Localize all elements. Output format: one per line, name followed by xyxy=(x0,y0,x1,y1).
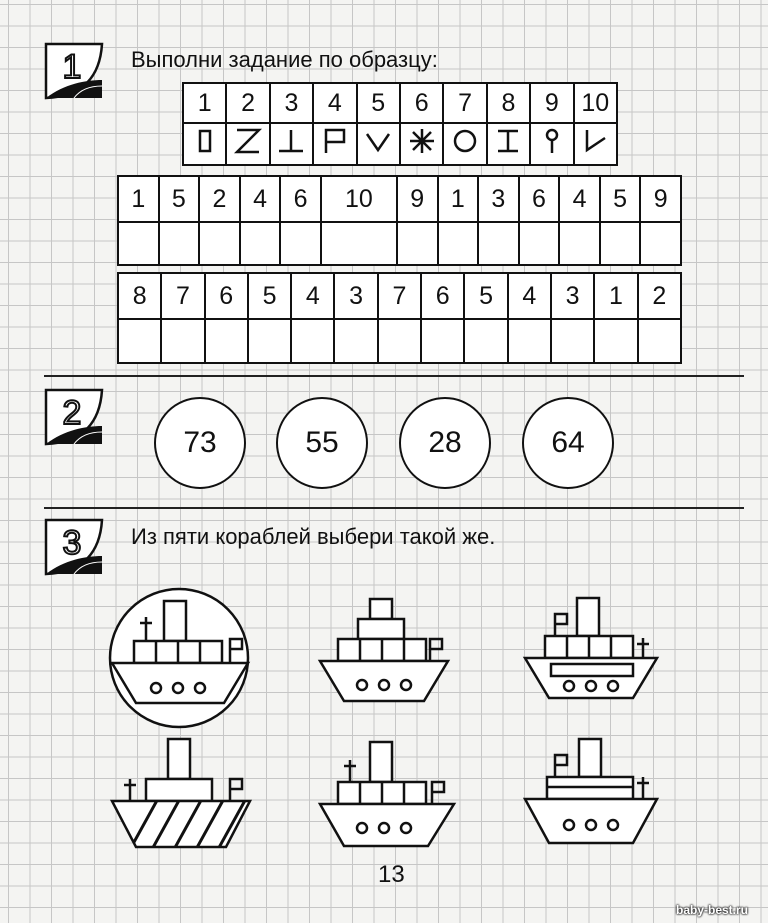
ship-option-icon[interactable] xyxy=(318,595,450,713)
number-cell: 7 xyxy=(378,273,421,319)
key-number: 1 xyxy=(183,83,226,123)
watermark: baby-best.ru xyxy=(676,903,749,917)
number-cell: 4 xyxy=(508,273,551,319)
key-number: 10 xyxy=(574,83,617,123)
key-number: 7 xyxy=(443,83,486,123)
ship-option-icon[interactable] xyxy=(318,738,458,856)
number-cell: 6 xyxy=(421,273,464,319)
number-cell: 6 xyxy=(205,273,248,319)
number-cell: 2 xyxy=(638,273,681,319)
number-cell: 4 xyxy=(559,176,600,222)
key-number: 8 xyxy=(487,83,530,123)
key-number-row xyxy=(183,83,617,123)
answer-cell[interactable] xyxy=(159,222,200,265)
key-symbol-row xyxy=(183,123,617,165)
number-cell: 7 xyxy=(161,273,204,319)
answer-cell[interactable] xyxy=(519,222,560,265)
answer-cell[interactable] xyxy=(551,319,594,363)
number-cell: 4 xyxy=(240,176,281,222)
key-number: 2 xyxy=(226,83,269,123)
answer-cell[interactable] xyxy=(438,222,479,265)
number-circle: 73 xyxy=(154,397,246,489)
answer-cell[interactable] xyxy=(321,222,397,265)
task-1-badge xyxy=(44,40,104,100)
task-2-badge xyxy=(44,386,104,446)
number-row xyxy=(118,273,681,319)
number-cell: 5 xyxy=(248,273,291,319)
answer-cell[interactable] xyxy=(508,319,551,363)
number-cell: 2 xyxy=(199,176,240,222)
answer-cell[interactable] xyxy=(334,319,377,363)
number-cell: 4 xyxy=(291,273,334,319)
number-cell: 6 xyxy=(280,176,321,222)
number-cell: 10 xyxy=(321,176,397,222)
key-number: 3 xyxy=(270,83,313,123)
answer-cell[interactable] xyxy=(118,222,159,265)
task-1-instruction: Выполни задание по образцу: xyxy=(131,47,438,72)
sample-ship-icon xyxy=(108,587,250,729)
z-shape-icon xyxy=(233,126,263,156)
answer-cell[interactable] xyxy=(280,222,321,265)
key-number: 4 xyxy=(313,83,356,123)
answer-cell[interactable] xyxy=(638,319,681,363)
task-3-badge xyxy=(44,516,104,576)
answer-cell[interactable] xyxy=(559,222,600,265)
number-row xyxy=(118,176,681,222)
ship-option-icon[interactable] xyxy=(108,735,254,855)
answer-cell[interactable] xyxy=(464,319,507,363)
answer-cell[interactable] xyxy=(600,222,641,265)
v-shape-icon xyxy=(363,126,393,156)
asterisk-icon xyxy=(407,126,437,156)
number-cell: 1 xyxy=(594,273,637,319)
p-shape-icon xyxy=(320,126,350,156)
number-cell: 5 xyxy=(600,176,641,222)
task-2-number: 2 xyxy=(62,394,82,432)
number-cell: 5 xyxy=(464,273,507,319)
answer-cell[interactable] xyxy=(421,319,464,363)
answer-cell[interactable] xyxy=(478,222,519,265)
circle-icon xyxy=(450,126,480,156)
number-circle: 64 xyxy=(522,397,614,489)
number-cell: 1 xyxy=(438,176,479,222)
ship-option-icon[interactable] xyxy=(521,735,661,855)
number-cell: 6 xyxy=(519,176,560,222)
i-beam-icon xyxy=(493,126,523,156)
inverted-t-icon xyxy=(276,126,306,156)
pin-icon xyxy=(537,126,567,156)
section-divider-1 xyxy=(44,375,744,377)
answer-cell[interactable] xyxy=(594,319,637,363)
number-circle: 55 xyxy=(276,397,368,489)
number-cell: 3 xyxy=(334,273,377,319)
answer-cell[interactable] xyxy=(199,222,240,265)
key-number: 5 xyxy=(357,83,400,123)
page-number: 13 xyxy=(378,861,405,888)
answer-cell[interactable] xyxy=(205,319,248,363)
answer-cell[interactable] xyxy=(397,222,438,265)
task-1-table-1 xyxy=(117,175,682,266)
cipher-key-table xyxy=(182,82,618,166)
answer-cell[interactable] xyxy=(291,319,334,363)
answer-cell[interactable] xyxy=(640,222,681,265)
number-cell: 5 xyxy=(159,176,200,222)
task-1-number: 1 xyxy=(62,48,82,86)
answer-cell[interactable] xyxy=(248,319,291,363)
number-cell: 1 xyxy=(118,176,159,222)
number-cell: 3 xyxy=(551,273,594,319)
answer-cell[interactable] xyxy=(161,319,204,363)
number-cell: 3 xyxy=(478,176,519,222)
key-number: 6 xyxy=(400,83,443,123)
task-3-number: 3 xyxy=(62,524,82,562)
ship-option-icon[interactable] xyxy=(521,590,661,710)
answer-cell[interactable] xyxy=(378,319,421,363)
number-cell: 9 xyxy=(397,176,438,222)
check-mark-icon xyxy=(580,126,610,156)
number-cell: 8 xyxy=(118,273,161,319)
task-1-table-2 xyxy=(117,272,682,364)
answer-row xyxy=(118,319,681,363)
answer-cell[interactable] xyxy=(118,319,161,363)
task-3-instruction: Из пяти кораблей выбери такой же. xyxy=(131,524,496,549)
key-number: 9 xyxy=(530,83,573,123)
number-cell: 9 xyxy=(640,176,681,222)
narrow-rectangle-icon xyxy=(190,126,220,156)
answer-row xyxy=(118,222,681,265)
section-divider-2 xyxy=(44,507,744,509)
number-circle: 28 xyxy=(399,397,491,489)
answer-cell[interactable] xyxy=(240,222,281,265)
